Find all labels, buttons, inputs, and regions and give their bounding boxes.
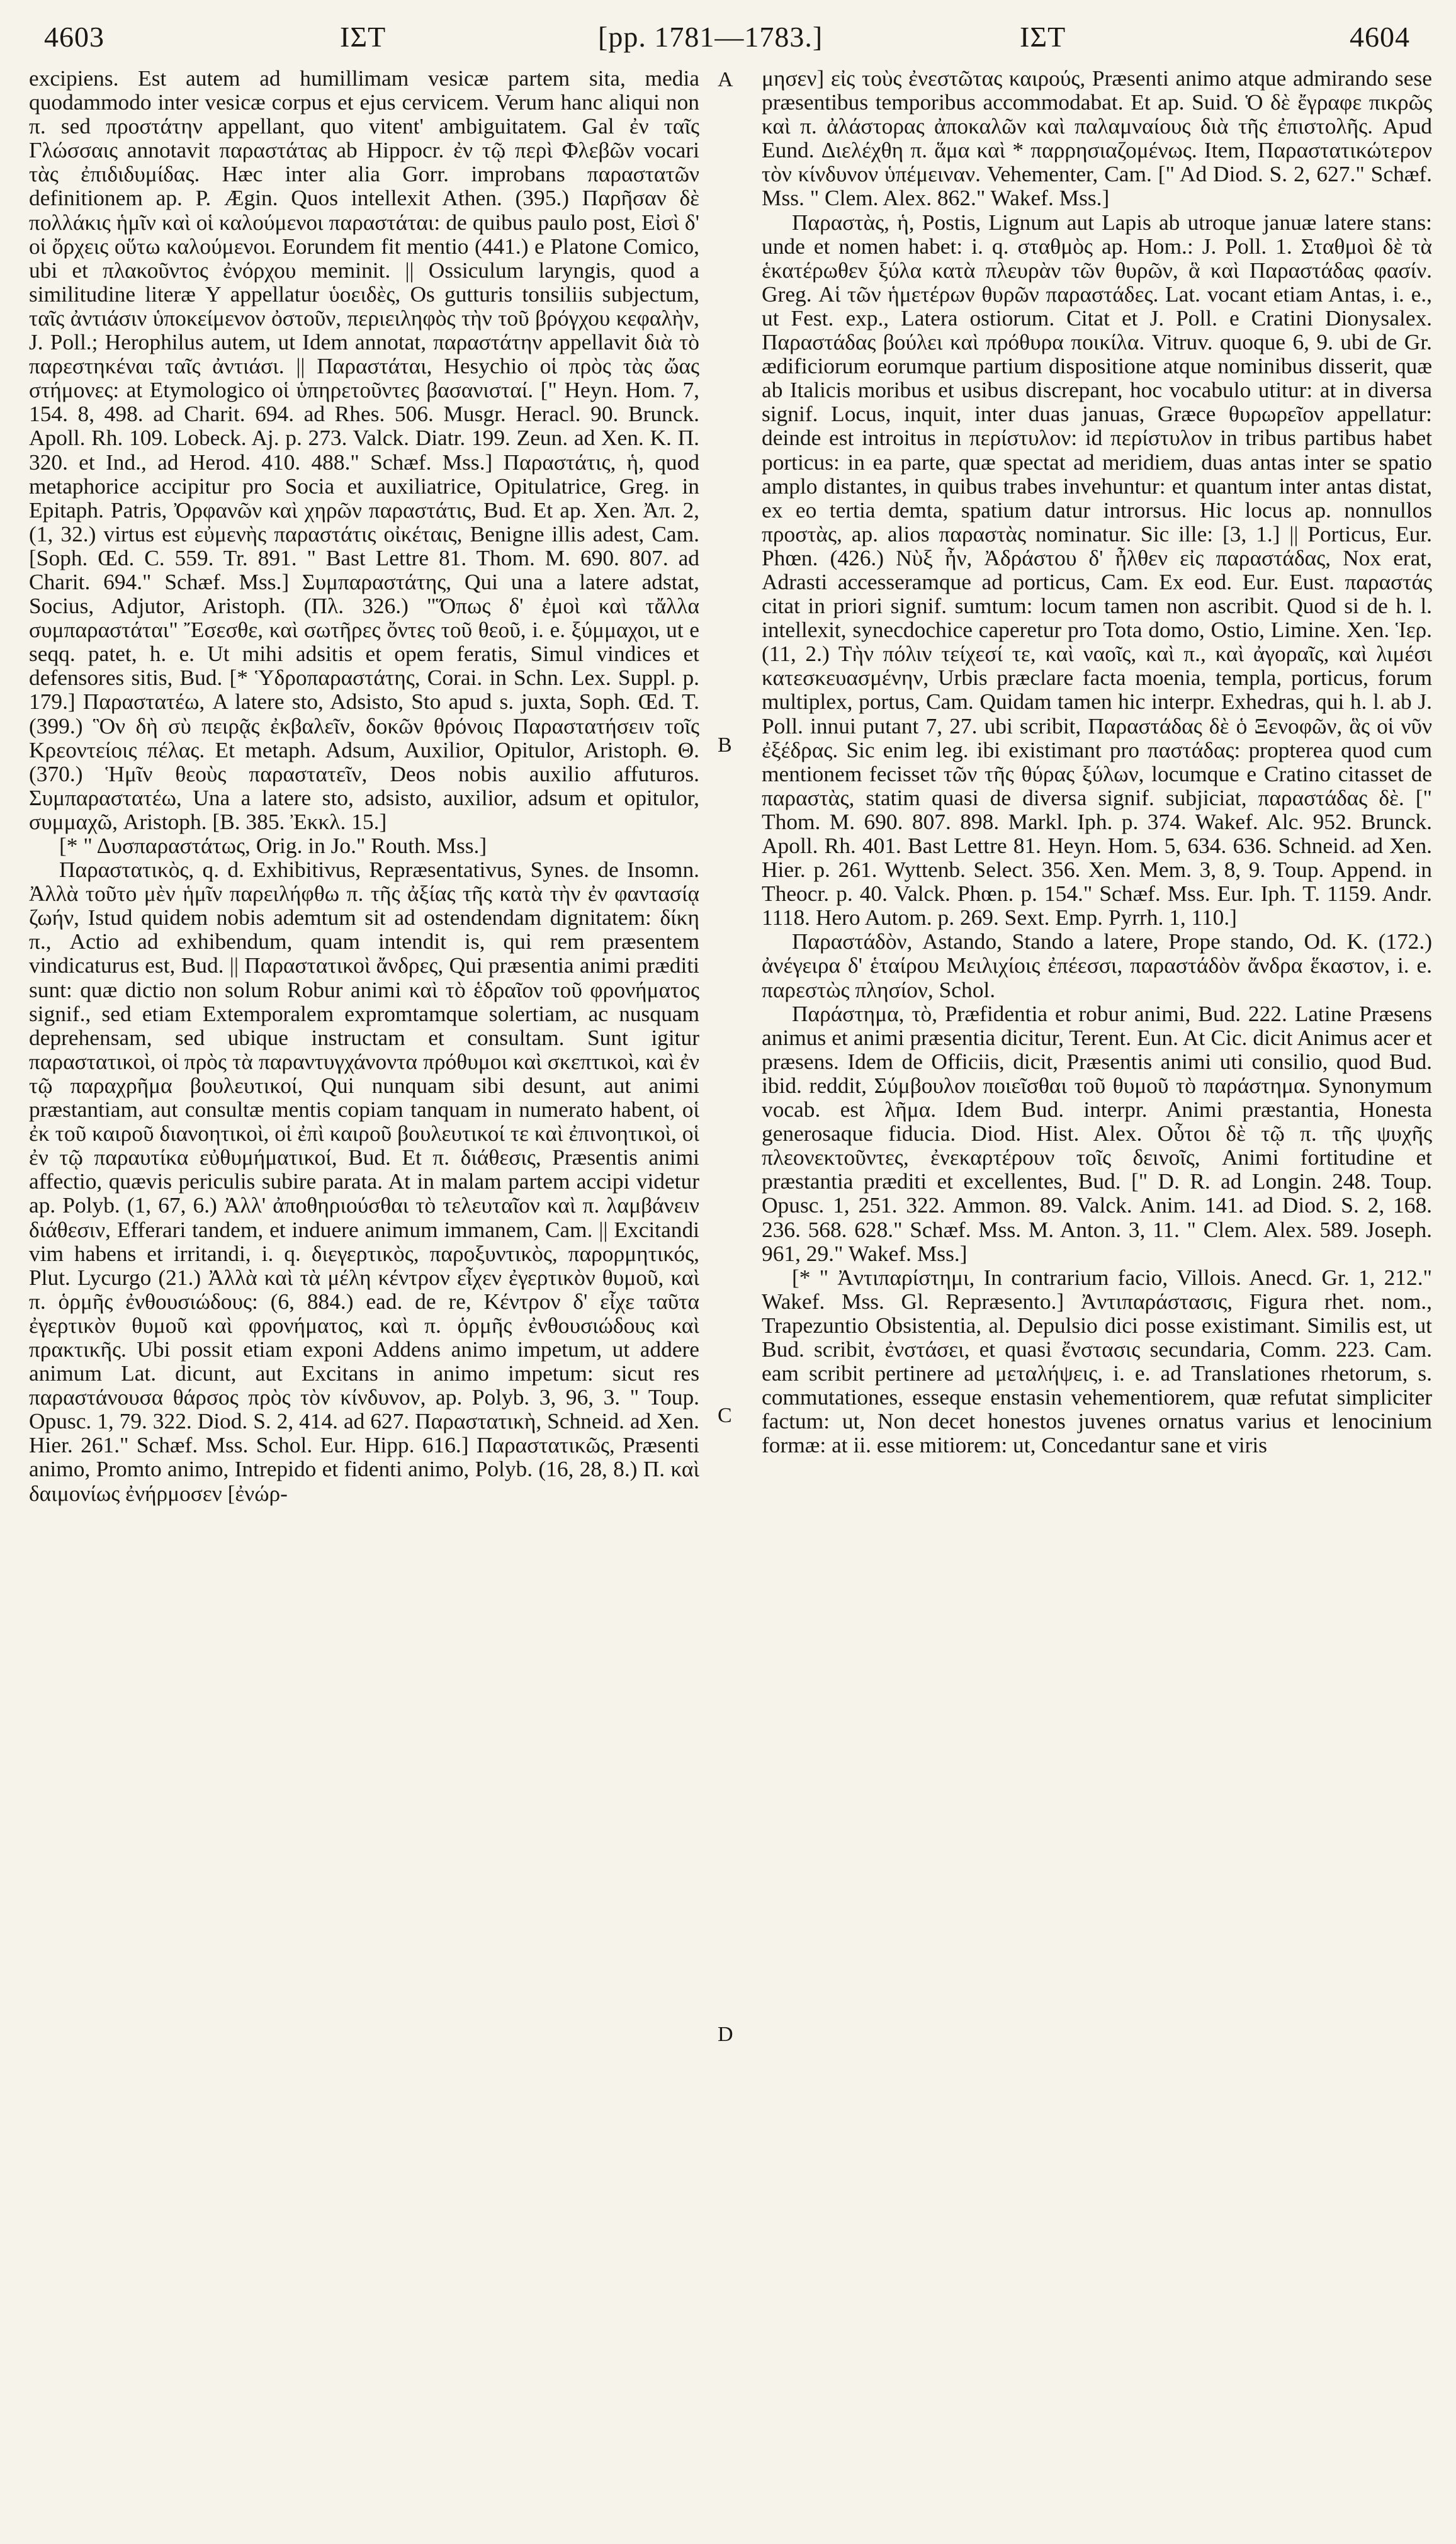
right-paragraph: Παραστὰς, ἡ, Postis, Lignum aut Lapis ab utroque januæ latere stans: unde et nomen habet: i. q. σταθμὸς ap. Hom.: J. Poll. 1. Σταθμοὶ δὲ τὰ ἑκατέρωθεν ξύλα κατὰ πλευρὰν τῶν θυρῶν, ἃ καὶ Παραστάδας φασίν. Greg. Αἱ τῶν ἡμετέρων θυρῶν παραστάδες. Lat. vocant etiam Antas, i. e., ut Fest. exp., Latera ostiorum. Citat et J. Poll. e Cratini Dionysalex. Παραστάδας βούλει καὶ πρόθυρα ποικίλα. Vitruv. quoque 6, 9. ubi de Gr. ædificiorum eorumque partium dispositione atque nominibus disserit, quæ ab Italicis moribus et usibus discrepant, hoc vocabulo utitur: at in diversa signif. Locus, inquit, inter duas januas, Græce θυρωρεῖον appellatur: deinde est introitus in περίστυλον: id περίστυλον in tribus partibus habet porticus: in ea parte, quæ spectat ad meridiem, duas antas inter se spatio amplo distantes, in quibus trabes invehuntur: et quantum inter antas distat, ex eo tertia demta, spatium datur introrsus. Hic locus ap. nonnullos προστὰς, ap. alios παραστὰς nominatur. Sic ille: [3, 1.] || Porticus, Eur. Phœn. (426.) Νὺξ ἦν, Ἀδράστου δ' ἦλθεν εἰς παραστάδας, Nox erat, Adrasti accesseramque ad porticus, Cam. Ex eod. Eur. Eust. παραστάς citat in priori signif. sumtum: locum tamen non ascribit. Quod si de h. l. intellexit, synecdochice caperetur pro Tota domo, Ostio, Limine. Xen. Ἱερ. (11, 2.) Τὴν πόλιν τείχεσί τε, καὶ ναοῖς, καὶ π., καὶ ἀγοραῖς, καὶ λιμέσι κατεσκευασμένην, Urbis præclare facta moenia, templa, porticus, forum multiplex, portus, Cam. Quidam tamen hic interpr. Exhedras, qui h. l. ab J. Poll. innui putant 7, 27. ubi scribit, Παραστάδας δὲ ὁ Ξενοφῶν, ἃς οἱ νῦν ἐξέδρας. Sic enim leg. ibi existimant pro παστάδας: propterea quod cum mentionem fecisset τῶν τῆς θύρας ξύλων, locumque e Cratino citasset de παραστὰς, statim quasi de diversa signif. subjiciat, παραστάδας δὲ. [" Thom. M. 690. 807. 898. Markl. Iph. p. 374. Wakef. Alc. 952. Brunck. Apoll. Rh. 401. Bast Lettre 81. Heyn. Hom. 5, 634. 636. Schneid. ad Xen. Hier. p. 261. Wyttenb. Select. 356. Xen. Mem. 3, 8, 9. Toup. Append. in Theocr. p. 40. Valck. Phœn. p. 154." Schæf. Mss. Eur. Iph. T. 1159. Andr. 1118. Hero Autom. p. 269. Sext. Emp. Pyrrh. 1, 110.]	[762, 209, 1432, 930]
page-reference: [pp. 1781—1783.]	[598, 21, 823, 53]
left-paragraph: Παραστατικὸς, q. d. Exhibitivus, Repræsentativus, Synes. de Insomn. Ἀλλὰ τοῦτο μὲν ἡμῖν παρειλήφθω π. τῆς ἀξίας τῆς κατὰ τὴν ἐν φαντασίᾳ ζωήν, Istud quidem nobis ademtum sit ad ostendendam dignitatem: δίκη π., Actio ad exhibendum, quam intendit is, qui rem præsentem vindicaturus est, Bud. || Παραστατικοὶ ἄνδρες, Qui præsentia animi præditi sunt: quæ dictio non solum Robur animi καὶ τὸ ἑδραῖον τοῦ φρονήματος signif., sed etiam Extemporalem expromtamque solertiam, ac nusquam deprehensam, sed ubique instructam et consultam. Sunt igitur παραστατικοὶ, οἱ πρὸς τὰ παραντυγχάνοντα πρόθυμοι καὶ σκεπτικοὶ, καὶ ἐν τῷ παραχρῆμα βουλευτικοί, Qui nunquam sibi desunt, aut animi præstantiam, aut consultæ mentis copiam tanquam in numerato habent, οἱ ἐκ τοῦ καιροῦ διανοητικοὶ, οἱ ἐπὶ καιροῦ βουλευτικοί τε καὶ ἐπινοητικοὶ, οἱ ἐν τῷ παραυτίκα εὐθυμήματικοί, Bud. Et π. διάθεσις, Præsentis animi affectio, quævis periculis subire parata. At in malam partem accipi videtur ap. Polyb. (1, 67, 6.) Ἀλλ' ἀποθηριούσθαι τὸ τελευταῖον καὶ π. λαμβάνειν διάθεσιν, Efferari tandem, et induere animum immanem, Cam. || Excitandi vim habens et irritandi, i. q. διεγερτικὸς, παροξυντικὸς, παρορμητικός, Plut. Lycurgo (21.) Ἀλλὰ καὶ τὰ μέλη κέντρον εἶχεν ἐγερτικὸν θυμοῦ, καὶ π. ὁρμῆς ἐνθουσιώδους: (6, 884.) ead. de re, Κέντρον δ' εἶχε ταῦτα ἐγερτικὸν θυμοῦ καὶ φρονήματος, καὶ π. ὁρμῆς ἐνθουσιώδους καὶ πρακτικῆς. Ubi possit etiam exponi Addens animo impetum, ut addere animum Lat. dicunt, aut Excitans in animo impetum: sicut res παραστάνουσα θάρσος πρὸς τὸν κίνδυνον, ap. Polyb. 3, 96, 3. " Toup. Opusc. 1, 79. 322. Diod. S. 2, 414. ad 627. Παραστατικὴ, Schneid. ad Xen. Hier. 261." Schæf. Mss. Schol. Eur. Hipp. 616.] Παραστατικῶς, Præsenti animo, Promto animo, Intrepido et fidenti animo, Polyb. (16, 28, 8.) Π. καὶ δαιμονίως ἐνήρμοσεν [ἐνώρ-	[29, 857, 699, 1506]
right-running-head: ΙΣΤ	[1020, 21, 1066, 53]
section-marker-a: A	[718, 68, 733, 91]
right-page-number: 4604	[1350, 21, 1410, 53]
section-marker-c: C	[718, 1404, 732, 1427]
left-column	[29, 66, 699, 2515]
section-margin	[709, 0, 747, 2544]
left-running-head: ΙΣΤ	[340, 21, 387, 53]
right-paragraph: Παράστημα, τὸ, Præfidentia et robur animi, Bud. 222. Latine Præsens animus et animi præsentia dicitur, Terent. Eun. At Cic. dicit Animus acer et præsens. Idem de Officiis, dicit, Præsentis animi uti consilio, quod Bud. ibid. reddit, Σύμβουλον ποιεῖσθαι τοῦ θυμοῦ τὸ παράστημα. Synonymum vocab. est λῆμα. Idem Bud. interpr. Animi præstantia, Honesta generosaque fiducia. Diod. Hist. Alex. Οὗτοι δὲ τῷ π. τῆς ψυχῆς πλεονεκτοῦντες, ἐνεκαρτέρουν τοῖς δεινοῖς, Animi fortitudine et præstantia præditi et excellentes, Bud. [" D. R. ad Longin. 248. Toup. Opusc. 1, 251. 322. Ammon. 89. Valck. Anim. 141. ad Diod. S. 2, 168. 236. 568. 628." Schæf. Mss. M. Anton. 3, 11. " Clem. Alex. 589. Joseph. 961, 29." Wakef. Mss.]	[762, 1000, 1432, 1266]
section-marker-b: B	[718, 733, 732, 757]
right-paragraph: μησεν] εἰς τοὺς ἐνεστῶτας καιρούς, Præsenti animo atque admirando sese præsentibus temporibus accommodabat. Et ap. Suid. Ὁ δὲ ἔγραφε πικρῶς καὶ π. ἀλάστορας ἀποκαλῶν καὶ παλαμναίους διὰ τῆς ἐπιστολῆς. Apud Eund. Διελέχθη π. ἅμα καὶ * παρρησιαζομένως. Item, Παραστατικώτερον τὸν κίνδυνον ὑπέμειναν. Vehementer, Cam. [" Ad Diod. S. 2, 627." Schæf. Mss. " Clem. Alex. 862." Wakef. Mss.]	[762, 66, 1432, 211]
section-marker-d: D	[718, 2023, 733, 2046]
left-paragraph: [* " Δυσπαραστάτως, Orig. in Jo." Routh. Mss.]	[59, 833, 487, 858]
left-paragraph: excipiens. Est autem ad humillimam vesicæ partem sita, media quodammodo inter vesicæ corpus et ejus cervicem. Verum hanc aliqui non π. sed προστάτην appellant, quo vitent' ambiguitatem. Gal ἐν ταῖς Γλώσσαις annotavit παραστάτας ab Hippocr. ἐν τῷ περὶ Φλεβῶν vocari τὰς ἐπιδιδυμίδας. Hæc inter alia Gorr. improbans παραστατῶν definitionem ap. P. Ægin. Quos intellexit Athen. (395.) Παρῆσαν δὲ πολλάκις ἡμῖν καὶ οἱ καλούμενοι παραστάται: de quibus paulo post, Εἰσὶ δ' οἱ ὄρχεις οὕτω καλούμενοι. Eorundem fit mentio (441.) e Platone Comico, ubi et πλακοῦντος ἐνόρχου meminit. || Ossiculum laryngis, quod a similitudine literæ Υ appellatur ὑοειδὲς, Os gutturis tonsiliis subjectum, ταῖς ἀντιάσιν ὑποκείμενον ὀστοῦν, περιειληφὸς τὴν τοῦ βρόγχου κεφαλὴν, J. Poll.; Herophilus autem, ut Idem annotat, παραστάτην appellavit διὰ τὸ παρεστηκέναι ταῖς ἀντιάσι. || Παραστάται, Hesychio οἱ πρὸς τὰς ὤας στήμονες: at Etymologico οἱ ὑπηρετοῦντες βασανισταί. [" Heyn. Hom. 7, 154. 8, 498. ad Charit. 694. ad Rhes. 506. Musgr. Heracl. 90. Brunck. Apoll. Rh. 109. Lobeck. Aj. p. 273. Valck. Diatr. 199. Zeun. ad Xen. K. Π. 320. et Ind., ad Herod. 410. 488." Schæf. Mss.] Παραστάτις, ἡ, quod metaphorice accipitur pro Socia et auxiliatrice, Opitulatrice, Greg. in Epitaph. Patris, Ὀρφανῶν καὶ χηρῶν παραστάτις, Bud. Et ap. Xen. Ἀπ. 2, (1, 32.) virtus est εὐμενὴς παραστάτις οἰκέταις, Benigne illis adest, Cam. [Soph. Œd. C. 559. Tr. 891. " Bast Lettre 81. Thom. M. 690. 807. ad Charit. 694." Schæf. Mss.] Συμπαραστάτης, Qui una a latere adstat, Socius, Adjutor, Aristoph. (Πλ. 326.) "Ὅπως δ' ἐμοὶ καὶ τἄλλα συμπαραστάται" Ἔσεσθε, καὶ σωτῆρες ὄντες τοῦ θεοῦ, i. e. ξύμμαχοι, ut e seqq. patet, h. e. Ut mihi adsitis et opem feratis, Simul vindices et defensores sitis, Bud. [* Ὑδροπαραστάτης, Corai. in Schn. Lex. Suppl. p. 179.] Παραστατέω, A latere sto, Adsisto, Sto apud s. juxta, Soph. Œd. T. (399.) Ὃν δὴ σὺ πειρᾷς ἐκβαλεῖν, δοκῶν θρόνοις Παραστατήσειν τοῖς Κρεοντείοις πέλας. Et metaph. Adsum, Auxilior, Opitulor, Aristoph. Θ. (370.) Ἡμῖν θεοὺς παραστατεῖν, Deos nobis auxilio affuturos. Συμπαραστατέω, Una a latere sto, adsisto, auxilior, adsum et opitulor, συμμαχῶ, Aristoph. [B. 385. Ἐκκλ. 15.]	[29, 66, 699, 834]
right-paragraph: [* " Ἀντιπαρίστημι, In contrarium facio, Villois. Anecd. Gr. 1, 212." Wakef. Mss. Gl. Repræsento.] Ἀντιπαράστασις, Figura rhet. nom., Trapezuntio Obsistentia, al. Depulsio dici posse existimant. Similis est, ut Bud. scribit, ἐνστάσει, et quasi ἔνστασις secundaria, Comm. 223. Cam. eam scribit pertinere ad μεταλήψεις, i. e. ad Translationes rhetorum, s. commutationes, esseque enstasin vehementiorem, quæ refutat simpliciter factum: ut, Non decet honestos juvenes ornatus varius et lenocinium formæ: at ii. esse mitiorem: ut, Concedantur sane et viris	[762, 1264, 1432, 1458]
right-column	[762, 66, 1432, 2515]
left-page-number: 4603	[44, 21, 104, 53]
right-paragraph: Παραστάδὸν, Astando, Stando a latere, Prope stando, Od. K. (172.) ἀνέγειρα δ' ἑταίρου Μειλιχίοις ἐπέεσσι, παραστάδὸν ἄνδρα ἕκαστον, i. e. παρεστὼς πλησίον, Schol.	[762, 929, 1432, 1002]
